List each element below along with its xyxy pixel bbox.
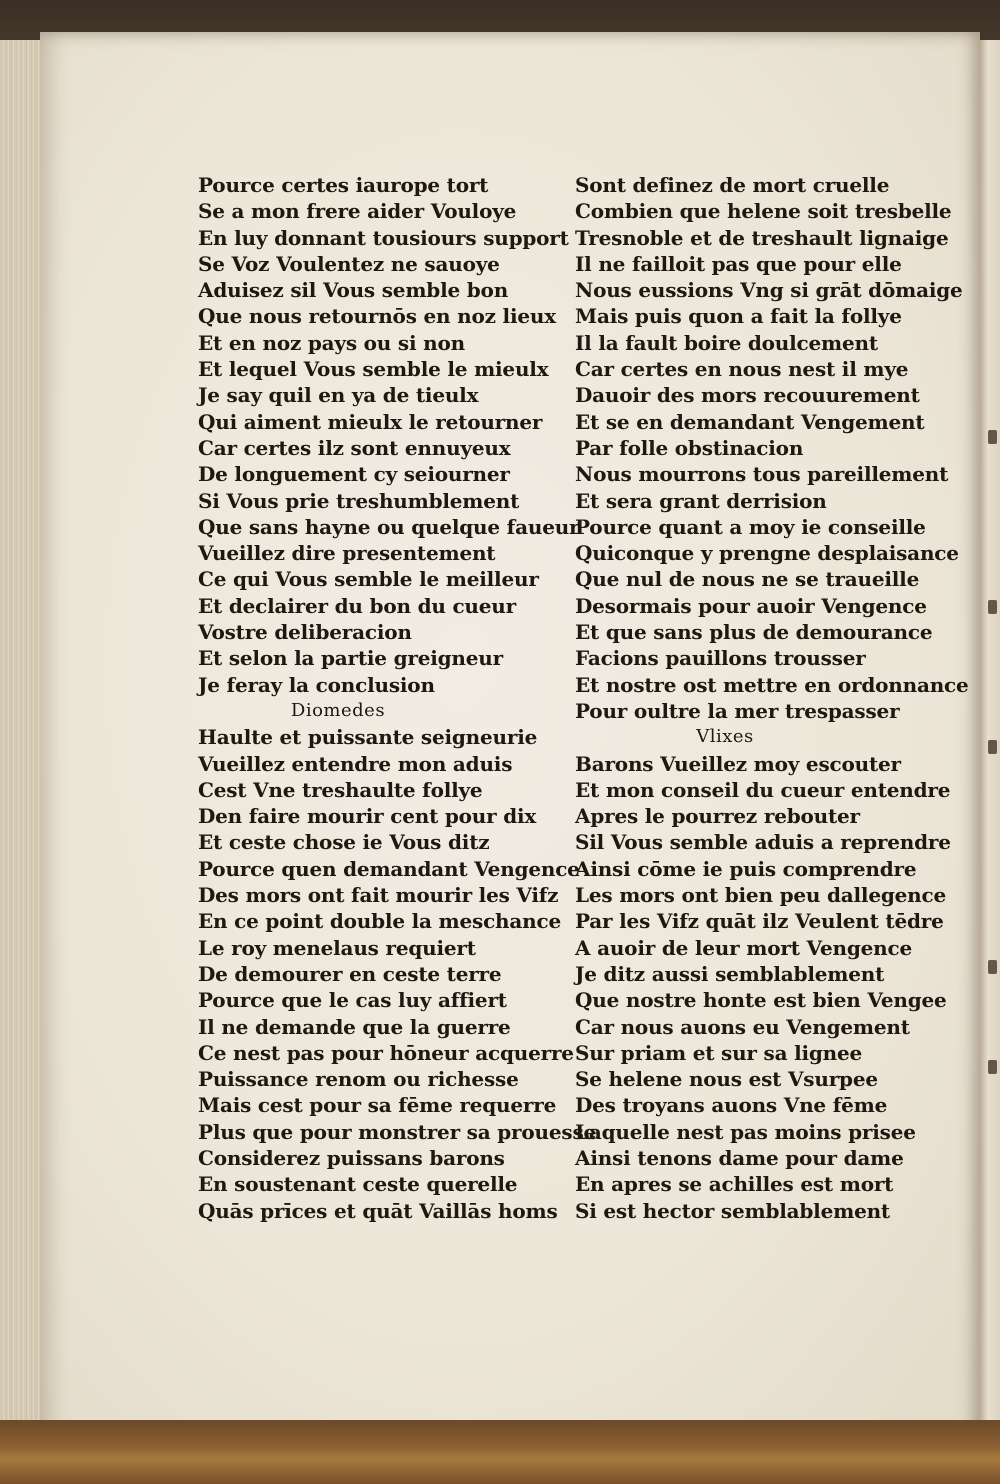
right-text-column [575,172,969,1224]
verse-line: En luy donnant tousiours support [198,225,569,250]
verse-line: Se a mon frere aider Vouloye [198,199,517,224]
verse-line: Ce nest pas pour hōneur acquerre [198,1040,574,1065]
verse-line: Vueillez entendre mon aduis [198,751,513,776]
verse-line: Ce qui Vous semble le meilleur [198,567,539,592]
verse-line: Car nous auons eu Vengement [575,1014,910,1039]
verse-line: Par les Vifz quāt ilz Veulent tēdre [575,909,944,934]
verse-line: Et mon conseil du cueur entendre [575,777,951,802]
facing-page-ink-mark [988,740,997,754]
verse-line: Desormais pour auoir Vengence [575,593,927,618]
verse-line: Par folle obstinacion [575,435,804,460]
verse-line: Nous mourrons tous pareillement [575,462,949,487]
verse-line: Les mors ont bien peu dallegence [575,883,946,908]
verse-line: Quās prīces et quāt Vaillās homs [198,1198,558,1223]
verse-line: Si est hector semblablement [575,1198,890,1223]
verse-line: Et sera grant derrision [575,488,827,513]
verse-line: Pource quant a moy ie conseille [575,514,926,539]
verse-line: De longuement cy seiourner [198,462,510,487]
verse-line: Sont definez de mort cruelle [575,173,890,197]
verse-line: A auoir de leur mort Vengence [575,935,912,960]
verse-line: Sil Vous semble aduis a reprendre [575,830,951,855]
verse-line: Mais puis quon a fait la follye [575,304,902,329]
verse-line: Facions pauillons trousser [575,646,866,671]
verse-line: Que nous retournōs en noz lieux [198,304,556,329]
verse-line: Ainsi tenons dame pour dame [575,1145,904,1170]
verse-line: Pour oultre la mer trespasser [575,698,900,723]
verse-line: En ce point double la meschance [198,909,561,934]
verse-line: Et se en demandant Vengement [575,409,925,434]
verse-line: Ainsi cōme ie puis comprendre [575,856,917,881]
facing-page-ink-mark [988,1060,997,1074]
verse-line: Que nul de nous ne se traueille [575,567,920,592]
verse-line: Haulte et puissante seigneurie [198,725,538,750]
verse-line: Il ne demande que la guerre [198,1014,511,1039]
verse-line: Plus que pour monstrer sa prouesse [198,1119,597,1144]
verse-line: En soustenant ceste querelle [198,1172,518,1197]
verse-line: Et lequel Vous semble le mieulx [198,357,549,382]
verse-line: Apres le pourrez rebouter [575,804,860,829]
book-bottom-edge [0,1420,1000,1484]
verse-line: Et en noz pays ou si non [198,330,465,355]
verse-line: Il la fault boire doulcement [575,330,878,355]
verse-line: Pource certes iaurope tort [198,173,489,197]
facing-page-ink-mark [988,600,997,614]
verse-line: Et declairer du bon du cueur [198,593,516,618]
verse-line: Si Vous prie treshumblement [198,488,520,513]
verse-line: Tresnoble et de treshault lignaige [575,225,949,250]
verse-line: Aduisez sil Vous semble bon [198,278,509,303]
left-text-column [198,172,597,1224]
verse-line: Barons Vueillez moy escouter [575,751,901,776]
verse-line: En apres se achilles est mort [575,1172,894,1197]
verse-line: Et selon la partie greigneur [198,646,503,671]
verse-line: Car certes en nous nest il mye [575,357,909,382]
verse-line: Den faire mourir cent pour dix [198,804,537,829]
verse-line: Car certes ilz sont ennuyeux [198,435,511,460]
speaker-heading: Diomedes [290,699,386,721]
verse-line: Considerez puissans barons [198,1145,505,1170]
verse-line: Nous eussions Vng si grāt dōmaige [575,278,963,303]
verse-line: Et ceste chose ie Vous ditz [198,830,490,855]
verse-line: De demourer en ceste terre [198,961,502,986]
verse-line: Cest Vne treshaulte follye [198,777,483,802]
verse-line: Des troyans auons Vne fēme [575,1093,888,1118]
verse-line: Je ditz aussi semblablement [575,961,885,986]
verse-line: Quiconque y prengne desplaisance [575,541,959,566]
verse-line: Que sans hayne ou quelque faueur [198,514,580,539]
facing-page-ink-mark [988,960,997,974]
verse-line: Il ne failloit pas que pour elle [575,251,902,276]
facing-page-edge [980,40,1000,1430]
verse-line: Se Voz Voulentez ne sauoye [198,251,500,276]
verse-line: Se helene nous est Vsurpee [575,1067,878,1092]
verse-line: Qui aiment mieulx le retourner [198,409,543,434]
verse-line: Vueillez dire presentement [198,541,496,566]
verse-line: Combien que helene soit tresbelle [575,199,952,224]
verse-line: Et nostre ost mettre en ordonnance [575,672,969,697]
verse-line: Le roy menelaus requiert [198,935,476,960]
verse-line: Pource que le cas luy affiert [198,988,507,1013]
verse-line: Des mors ont fait mourir les Vifz [198,883,559,908]
verse-line: Que nostre honte est bien Vengee [575,988,947,1013]
verse-line: Et que sans plus de demourance [575,620,933,645]
verse-line: Sur priam et sur sa lignee [575,1040,863,1065]
verse-line: Vostre deliberacion [198,620,412,645]
verse-line: Mais cest pour sa fēme requerre [198,1093,557,1118]
verse-line: Pource quen demandant Vengence [198,856,580,881]
verse-line: Je say quil en ya de tieulx [198,383,479,408]
verse-line: Laquelle nest pas moins prisee [575,1119,916,1144]
facing-page-ink-mark [988,430,997,444]
verse-line: Puissance renom ou richesse [198,1067,519,1092]
speaker-heading: Vlixes [696,726,754,748]
verse-line: Dauoir des mors recouurement [575,383,920,408]
verse-line: Je feray la conclusion [198,672,435,697]
